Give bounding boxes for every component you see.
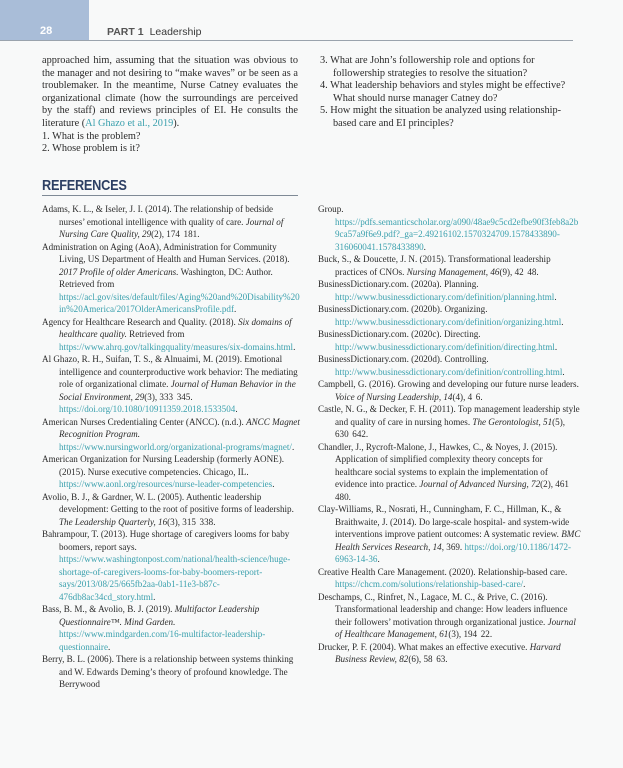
reference-entry [318, 203, 582, 253]
left-column-text [42, 55, 298, 156]
reference-entry [318, 353, 582, 378]
reference-link[interactable]: https://www.ahrq.gov/talkingquality/measures/six-domains.html [59, 341, 294, 352]
reference-source: ANCC Magnet Recognition Program. [59, 416, 300, 439]
reference-source: 2017 Profile of older Americans. [59, 266, 179, 277]
reference-link[interactable]: https://www.mindgarden.com/16-multifactor-leadership-questionnaire [59, 629, 266, 652]
reference-text: Agency for Healthcare Research and Quality. (2018). [42, 316, 239, 327]
reference-source: Journal of Human Behavior in the Social Environment, 29 [59, 379, 296, 402]
reference-text: . [523, 579, 526, 589]
reference-entry [318, 378, 582, 403]
reference-text: . [235, 404, 238, 414]
reference-text: . [291, 441, 295, 452]
reference-text: . [554, 341, 558, 352]
reference-link[interactable]: https://doi.org/10.1186/1472-6963-14-36 [335, 541, 572, 564]
reference-text: . [423, 241, 426, 252]
citation-link[interactable]: Al Ghazo et al., 2019 [85, 117, 174, 129]
reference-entry [42, 203, 300, 241]
reference-text: Creative Health Care Management. (2020). Relationship-based care. [318, 566, 568, 577]
paragraph-text: approached him, assuming that the situation was obvious to the manager and not desiring to “make waves” or be seen as a troublemaker. In the meantime, Nurse Catney evaluates the organizational climate (how the surroundings are perceived by the staff) and reviews principles of EI. He consults the literature ( [42, 55, 298, 129]
question-4: 4. What leadership behaviors and styles might be effective? What should nurse manager Catney do? [320, 80, 566, 104]
section-label: Leadership [149, 26, 202, 38]
reference-text: . [554, 291, 557, 302]
reference-source: BMC Health Services Research, 14 [335, 529, 581, 552]
header-rule [0, 40, 573, 41]
reference-text: . [234, 304, 237, 314]
reference-entry [318, 566, 582, 591]
reference-text: Adams, K. L., & Iseler, J. I. (2014). The relationship of bedside nurses’ emotional intelligence with quality of care. [42, 204, 274, 227]
references-right-column [318, 203, 582, 666]
reference-source: The Leadership Quarterly, 16 [59, 516, 168, 527]
reference-text: . [108, 641, 111, 652]
reference-text: Bass, B. M., & Avolio, B. J. (2019). [42, 604, 175, 614]
reference-text: Avolio, B. J., & Gardner, W. L. (2005). Authentic leadership development: Getting to the root of positive forms of leadership. [42, 491, 294, 514]
running-header [107, 26, 202, 38]
reference-text: Chandler, J., Rycroft-Malone, J., Hawkes, C., & Noyes, J. (2015). Application of simplified complexity theory concepts for healthcare social systems to explain the implementation of evidence into practice. [318, 441, 558, 489]
reference-entry [42, 416, 300, 454]
reference-source: Six domains of healthcare quality. [59, 316, 292, 339]
question-1: 1. What is the problem? [42, 130, 141, 142]
reference-text: Clay-Williams, R., Nosrati, H., Cunningham, F. C., Hillman, K., & Braithwaite, J. (2014). Do large-scale hospital- and system-wide interventions improve patient outcomes: A systematic review. [318, 504, 570, 539]
reference-entry [42, 241, 300, 316]
reference-link[interactable]: http://www.businessdictionary.com/definition/directing.html [335, 341, 555, 352]
reference-text: (5), 630 642. [335, 416, 566, 439]
reference-text: Deschamps, C., Rinfret, N., Lagace, M. C., & Prive, C. (2016). Transformational leadership and change: How leaders influence their followers’ motivation through organizational justice. [318, 591, 568, 627]
reference-text: Washington, DC: Author. Retrieved from [59, 266, 273, 289]
reference-text: (9), 42 48. [499, 266, 539, 277]
reference-entry [318, 503, 582, 566]
references-rule [42, 195, 298, 196]
reference-entry [42, 603, 300, 653]
reference-entry [42, 653, 300, 691]
question-5: 5. How might the situation be analyzed using relationship-based care and EI principles? [320, 105, 562, 129]
page-number: 28 [40, 25, 53, 37]
reference-text: (4), 4 6. [452, 391, 483, 402]
reference-source: The Gerontologist, 51 [472, 416, 553, 427]
reference-source: Voice of Nursing Leadership, 14 [335, 391, 453, 402]
reference-entry [318, 303, 582, 328]
reference-entry [318, 641, 582, 666]
reference-entry [318, 328, 582, 353]
reference-text: Buck, S., & Doucette, J. N. (2015). Transformational leadership practices of CNOs. [318, 254, 551, 277]
reference-link[interactable]: http://www.businessdictionary.com/definition/planning.html [335, 291, 555, 302]
reference-text: (2), 461 480. [335, 479, 573, 502]
reference-entry [318, 253, 582, 278]
reference-text: American Organization for Nursing Leadership (formerly AONE). (2015). Nurse executive competencies. Chicago, IL. [42, 454, 285, 477]
reference-text: Group. [318, 204, 344, 214]
reference-text: . [153, 591, 156, 602]
question-3: 3. What are John’s followership role and options for followership strategies to resolve the situation? [320, 55, 535, 79]
question-2: 2. Whose problem is it? [42, 143, 140, 155]
reference-text: . [562, 366, 565, 377]
reference-link[interactable]: http://www.businessdictionary.com/definition/controlling.html [335, 366, 563, 377]
reference-text: . [272, 479, 275, 489]
reference-source: Journal of Advanced Nursing, 72 [419, 479, 541, 489]
reference-entry [42, 491, 300, 529]
reference-link[interactable]: http://www.businessdictionary.com/definition/organizing.html [335, 316, 562, 327]
right-column-text [320, 55, 578, 131]
reference-text: (3), 333 345. [144, 391, 193, 402]
reference-text: Castle, N. G., & Decker, F. H. (2011). Top management leadership style and quality of care in nursing homes. [318, 404, 580, 427]
reference-text: Berry, B. L. (2006). There is a relationship between systems thinking and W. Edwards Deming’s theory of profound knowledge. The Berrywood [42, 654, 294, 689]
reference-text: (2), 174 181. [151, 229, 200, 239]
reference-entry [318, 278, 582, 303]
paragraph-text: ). [173, 117, 180, 129]
reference-text: (6), 58 63. [408, 654, 448, 664]
reference-source: Harvard Business Review, 82 [335, 641, 561, 664]
reference-text: . [377, 554, 380, 564]
reference-entry [42, 353, 300, 416]
case-paragraph [42, 55, 298, 131]
reference-entry [318, 403, 582, 441]
reference-link[interactable]: https://www.nursingworld.org/organizational-programs/magnet/ [59, 441, 292, 452]
reference-entry [42, 453, 300, 491]
reference-text: (3), 194 22. [448, 629, 493, 639]
reference-link[interactable]: https://chcm.com/solutions/relationship-based-care/ [335, 579, 524, 589]
reference-text: . [561, 316, 564, 327]
reference-text: , 369. [441, 541, 465, 552]
reference-entry [318, 441, 582, 504]
reference-text: (3), 315 338. [167, 516, 216, 527]
reference-text: BusinessDictionary.com. (2020d). Controlling. [318, 354, 489, 364]
reference-text: Drucker, P. F. (2004). What makes an effective executive. [318, 641, 530, 652]
reference-entry [318, 591, 582, 641]
reference-text: BusinessDictionary.com. (2020c). Directing. [318, 329, 481, 339]
reference-link[interactable]: https://www.aonl.org/resources/nurse-leader-competencies [59, 479, 273, 489]
reference-entry [42, 316, 300, 354]
reference-text: Al Ghazo, R. H., Suifan, T. S., & Alnuaimi, M. (2019). Emotional intelligence and counterproductive work behavior: The mediating role of organizational climate. [42, 354, 298, 389]
reference-text: Campbell, G. (2016). Growing and developing our future nurse leaders. [318, 379, 579, 389]
reference-link[interactable]: https://doi.org/10.1080/10911359.2018.1533504 [59, 404, 236, 414]
reference-source: Journal of Nursing Care Quality, 29 [59, 216, 284, 239]
reference-text: Bahrampour, T. (2013). Huge shortage of caregivers looms for baby boomers, report says. [42, 529, 290, 552]
reference-entry [42, 528, 300, 603]
references-left-column [42, 203, 300, 691]
reference-text: BusinessDictionary.com. (2020a). Planning. [318, 279, 479, 289]
reference-text: Administration on Aging (AoA), Administration for Community Living, US Department of Health and Human Services. (2018). [42, 241, 290, 264]
reference-text: Retrieved from [126, 329, 185, 339]
reference-source: Nursing Management, 46 [406, 266, 500, 277]
reference-text: BusinessDictionary.com. (2020b). Organizing. [318, 304, 488, 314]
references-heading: REFERENCES [42, 177, 127, 194]
reference-link[interactable]: https://www.washingtonpost.com/national/health-science/huge-shortage-of-caregivers-looms-for-baby-boomers-report-says/2013/08/25/665fb2aa-0ab1-11e3-b87c-476db8ac34cd_story.html [59, 554, 291, 602]
reference-source: Multifactor Leadership Questionnaire™. Mind Garden. [59, 604, 260, 627]
reference-text: . [293, 341, 296, 352]
part-label: PART 1 [107, 26, 144, 38]
reference-text: American Nurses Credentialing Center (ANCC). (n.d.). [42, 416, 247, 427]
reference-link[interactable]: https://acl.gov/sites/default/files/Aging%20and%20Disability%20in%20America/2017OlderAmericansProfile.pdf [59, 291, 300, 314]
reference-source: Journal of Healthcare Management, 61 [335, 616, 576, 639]
reference-link[interactable]: https://pdfs.semanticscholar.org/a090/48ae9c5cd2efbe90f3feb8a2b9ca57a9f6e9.pdf?_ga=2.49216102.1570324709.1578433890-316060041.1578433890 [335, 216, 579, 252]
